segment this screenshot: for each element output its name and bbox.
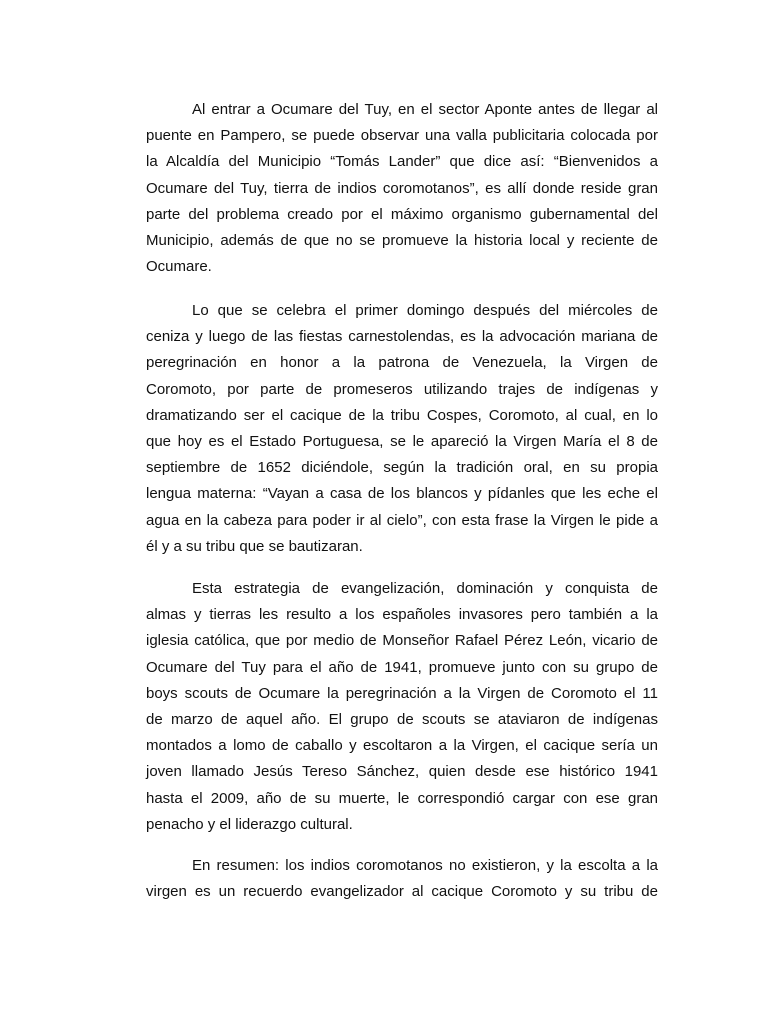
- text-line: ceniza y luego de las fiestas carnestolendas, es la advocación mariana de: [146, 328, 658, 346]
- text-line: joven llamado Jesús Tereso Sánchez, quien desde ese histórico 1941: [146, 763, 658, 781]
- paragraph-coromoto-celebration: [146, 298, 658, 560]
- text-line: hasta el 2009, año de su muerte, le correspondió cargar con ese gran: [146, 789, 658, 807]
- text-line: montados a lomo de caballo y escoltaron a la Virgen, el cacique sería un: [146, 737, 658, 755]
- text-line: iglesia católica, que por medio de Monseñor Rafael Pérez León, vicario de: [146, 632, 658, 650]
- paragraph-ocumare-billboard: [146, 97, 658, 280]
- text-line: penacho y el liderazgo cultural.: [146, 815, 353, 833]
- text-line: Esta estrategia de evangelización, dominación y conquista de: [192, 580, 658, 597]
- text-line: puente en Pampero, se puede observar una valla publicitaria colocada por: [146, 127, 658, 145]
- text-line: Ocumare del Tuy para el año de 1941, promueve junto con su grupo de: [146, 658, 658, 676]
- text-line: Ocumare del Tuy, tierra de indios coromotanos”, es allí donde reside gran: [146, 179, 658, 197]
- text-line: Coromoto, por parte de promeseros utilizando trajes de indígenas y: [146, 380, 658, 398]
- text-line: almas y tierras les resulto a los españoles invasores pero también a la: [146, 606, 658, 624]
- text-line: Municipio, además de que no se promueve la historia local y reciente de: [146, 231, 658, 249]
- text-line: Ocumare.: [146, 258, 212, 276]
- text-line: dramatizando ser el cacique de la tribu Cospes, Coromoto, al cual, en lo: [146, 406, 658, 424]
- paragraph-evangelization-strategy: [146, 576, 658, 838]
- text-line: lengua materna: “Vayan a casa de los blancos y pídanles que les eche el: [146, 485, 658, 503]
- text-line: de marzo de aquel año. El grupo de scouts se ataviaron de indígenas: [146, 710, 658, 728]
- text-line: boys scouts de Ocumare la peregrinación a la Virgen de Coromoto el 11: [146, 684, 658, 702]
- text-line: que hoy es el Estado Portuguesa, se le apareció la Virgen María el 8 de: [146, 432, 658, 450]
- text-line: Lo que se celebra el primer domingo después del miércoles de: [192, 302, 658, 319]
- text-line: septiembre de 1652 diciéndole, según la tradición oral, en su propia: [146, 459, 658, 477]
- text-line: Al entrar a Ocumare del Tuy, en el sector Aponte antes de llegar al: [192, 101, 658, 118]
- text-line: él y a su tribu que se bautizaran.: [146, 537, 363, 555]
- text-line: En resumen: los indios coromotanos no existieron, y la escolta a la: [192, 857, 658, 874]
- text-line: agua en la cabeza para poder ir al cielo”, con esta frase la Virgen le pide a: [146, 511, 658, 529]
- text-line: virgen es un recuerdo evangelizador al cacique Coromoto y su tribu de: [146, 883, 658, 901]
- text-line: la Alcaldía del Municipio “Tomás Lander” que dice así: “Bienvenidos a: [146, 153, 658, 171]
- text-line: parte del problema creado por el máximo organismo gubernamental del: [146, 205, 658, 223]
- text-line: peregrinación en honor a la patrona de Venezuela, la Virgen de: [146, 354, 658, 372]
- paragraph-summary: [146, 853, 658, 905]
